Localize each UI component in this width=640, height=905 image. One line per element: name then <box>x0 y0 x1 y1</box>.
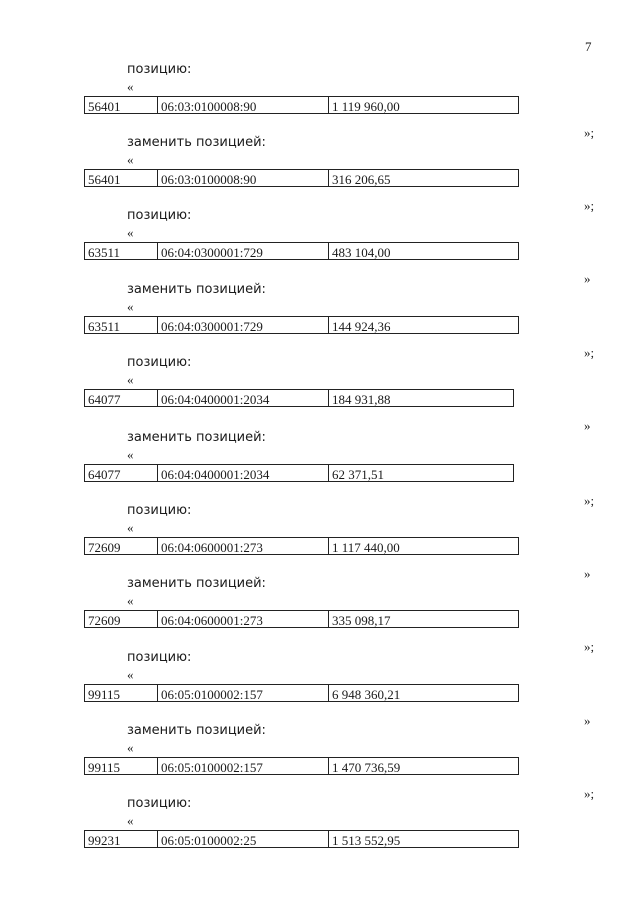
cadastral-number-cell: 06:03:0100008:90 <box>158 97 329 113</box>
table-row <box>84 537 519 555</box>
code-cell: 99115 <box>85 685 158 701</box>
position-block <box>0 796 640 868</box>
position-block <box>0 430 640 508</box>
position-block <box>0 355 640 433</box>
code-cell: 64077 <box>85 390 158 406</box>
table-row <box>84 464 514 482</box>
position-label: заменить позицией: <box>127 430 266 445</box>
position-block <box>0 576 640 654</box>
code-cell: 64077 <box>85 465 158 481</box>
opening-quote: « <box>127 299 134 314</box>
code-cell: 56401 <box>85 97 158 113</box>
cadastral-number-cell: 06:04:0300001:729 <box>158 243 329 259</box>
position-label: позицию: <box>127 355 192 370</box>
position-label: заменить позицией: <box>127 723 266 738</box>
table-row <box>84 757 519 775</box>
position-label: заменить позицией: <box>127 576 266 591</box>
opening-quote: « <box>127 79 134 94</box>
opening-quote: « <box>127 225 134 240</box>
opening-quote: « <box>127 813 134 828</box>
value-cell: 1 470 736,59 <box>332 760 401 775</box>
cadastral-number-cell: 06:04:0600001:273 <box>158 538 329 554</box>
value-cell: 335 098,17 <box>332 613 391 628</box>
position-label: позицию: <box>127 796 192 811</box>
code-cell: 99231 <box>85 831 158 847</box>
cadastral-number-cell: 06:05:0100002:25 <box>158 831 329 847</box>
closing-quote: »; <box>584 786 595 801</box>
cadastral-number-cell: 06:04:0400001:2034 <box>158 465 329 481</box>
code-cell: 56401 <box>85 170 158 186</box>
value-cell: 483 104,00 <box>332 245 391 260</box>
position-label: позицию: <box>127 208 192 223</box>
table-row <box>84 96 519 114</box>
code-cell: 63511 <box>85 317 158 333</box>
cadastral-number-cell: 06:05:0100002:157 <box>158 685 329 701</box>
position-block <box>0 503 640 581</box>
code-cell: 72609 <box>85 538 158 554</box>
value-cell: 144 924,36 <box>332 319 391 334</box>
value-cell: 184 931,88 <box>332 392 391 407</box>
value-cell: 316 206,65 <box>332 172 391 187</box>
position-label: заменить позицией: <box>127 282 266 297</box>
table-row <box>84 316 519 334</box>
code-cell: 63511 <box>85 243 158 259</box>
closing-quote: »; <box>584 493 595 508</box>
position-block <box>0 208 640 286</box>
position-label: заменить позицией: <box>127 135 266 150</box>
opening-quote: « <box>127 447 134 462</box>
value-cell: 62 371,51 <box>332 467 384 482</box>
closing-quote: »; <box>584 198 595 213</box>
position-label: позицию: <box>127 62 192 77</box>
table-row <box>84 389 514 407</box>
table-row <box>84 684 519 702</box>
table-row <box>84 169 519 187</box>
position-label: позицию: <box>127 650 192 665</box>
cadastral-number-cell: 06:05:0100002:157 <box>158 758 329 774</box>
position-block <box>0 650 640 728</box>
table-row <box>84 610 519 628</box>
closing-quote: » <box>584 271 591 286</box>
closing-quote: » <box>584 418 591 433</box>
closing-quote: » <box>584 566 591 581</box>
position-block <box>0 62 640 140</box>
opening-quote: « <box>127 152 134 167</box>
cadastral-number-cell: 06:04:0600001:273 <box>158 611 329 627</box>
cadastral-number-cell: 06:04:0300001:729 <box>158 317 329 333</box>
closing-quote: »; <box>584 125 595 140</box>
value-cell: 1 513 552,95 <box>332 833 401 848</box>
position-label: позицию: <box>127 503 192 518</box>
opening-quote: « <box>127 667 134 682</box>
table-row <box>84 830 519 848</box>
cadastral-number-cell: 06:04:0400001:2034 <box>158 390 329 406</box>
code-cell: 99115 <box>85 758 158 774</box>
opening-quote: « <box>127 593 134 608</box>
closing-quote: »; <box>584 345 595 360</box>
opening-quote: « <box>127 372 134 387</box>
value-cell: 1 119 960,00 <box>332 99 400 114</box>
value-cell: 1 117 440,00 <box>332 540 400 555</box>
position-block <box>0 282 640 360</box>
opening-quote: « <box>127 520 134 535</box>
opening-quote: « <box>127 740 134 755</box>
cadastral-number-cell: 06:03:0100008:90 <box>158 170 329 186</box>
table-row <box>84 242 519 260</box>
page-number: 7 <box>585 39 592 54</box>
position-block <box>0 135 640 213</box>
closing-quote: »; <box>584 639 595 654</box>
value-cell: 6 948 360,21 <box>332 687 401 702</box>
position-block <box>0 723 640 801</box>
closing-quote: » <box>584 713 591 728</box>
code-cell: 72609 <box>85 611 158 627</box>
